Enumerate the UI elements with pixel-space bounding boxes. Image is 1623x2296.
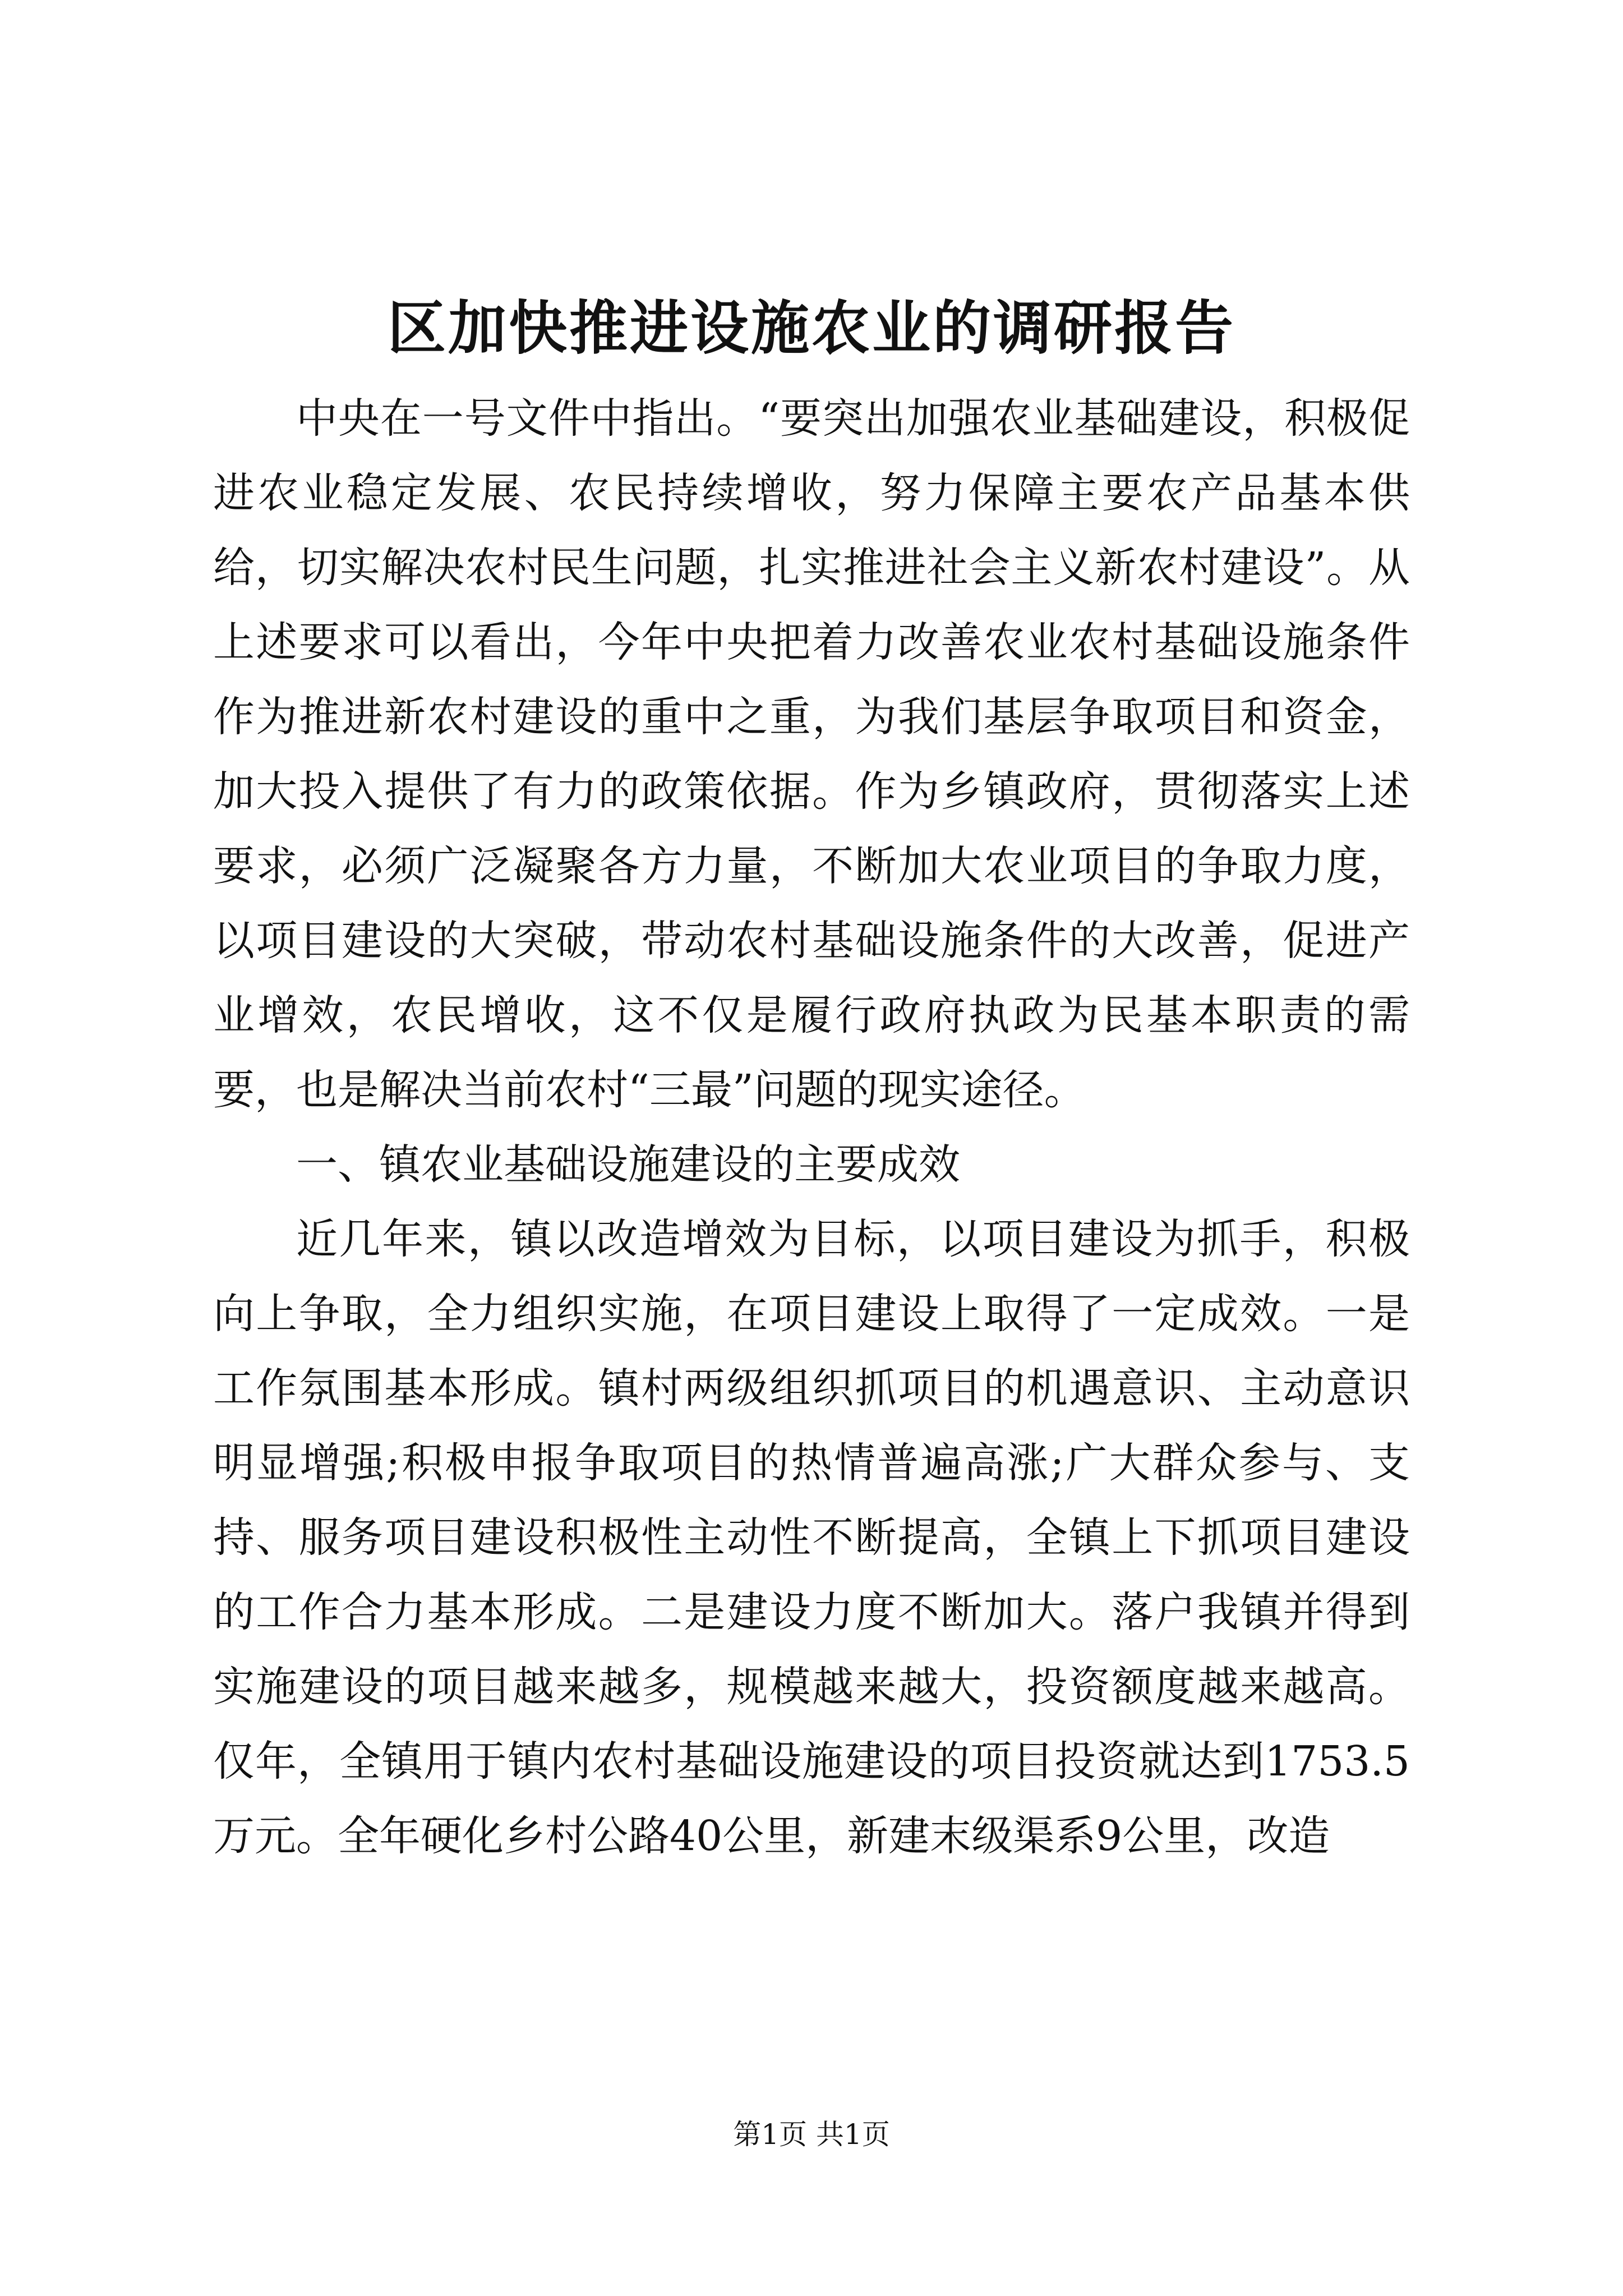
document-title: 区加快推进设施农业的调研报告: [387, 293, 1235, 362]
document-body: [213, 381, 1410, 1874]
paragraph-achievements: 近几年来，镇以改造增效为目标，以项目建设为抓手，积极向上争取，全力组织实施，在项目建设上取得了一定成效。一是工作氛围基本形成。镇村两级组织抓项目的机遇意识、主动意识明显增强;积极申报争取项目的热情普遍高涨;广大群众参与、支持、服务项目建设积极性主动性不断提高，全镇上下抓项目建设的工作合力基本形成。二是建设力度不断加大。落户我镇并得到实施建设的项目越来越多，规模越来越大，投资额度越来越高。仅年，全镇用于镇内农村基础设施建设的项目投资就达到1753.5万元。全年硬化乡村公路40公里，新建末级渠系9公里，改造: [213, 1215, 1410, 1860]
paragraph-intro: 中央在一号文件中指出。“要突出加强农业基础建设，积极促进农业稳定发展、农民持续增收，努力保障主要农产品基本供给，切实解决农村民生问题，扎实推进社会主义新农村建设”。从上述要求可以看出，今年中央把着力改善农业农村基础设施条件作为推进新农村建设的重中之重，为我们基层争取项目和资金，加大投入提供了有力的政策依据。作为乡镇政府，贯彻落实上述要求，必须广泛凝聚各方力量，不断加大农业项目的争取力度，以项目建设的大突破，带动农村基础设施条件的大改善，促进产业增效，农民增收，这不仅是履行政府执政为民基本职责的需要，也是解决当前农村“三最”问题的现实途径。: [213, 394, 1410, 1114]
page-number-footer: 第1页 共1页: [733, 2118, 890, 2151]
section-heading: 一、镇农业基础设施建设的主要成效: [296, 1140, 960, 1189]
